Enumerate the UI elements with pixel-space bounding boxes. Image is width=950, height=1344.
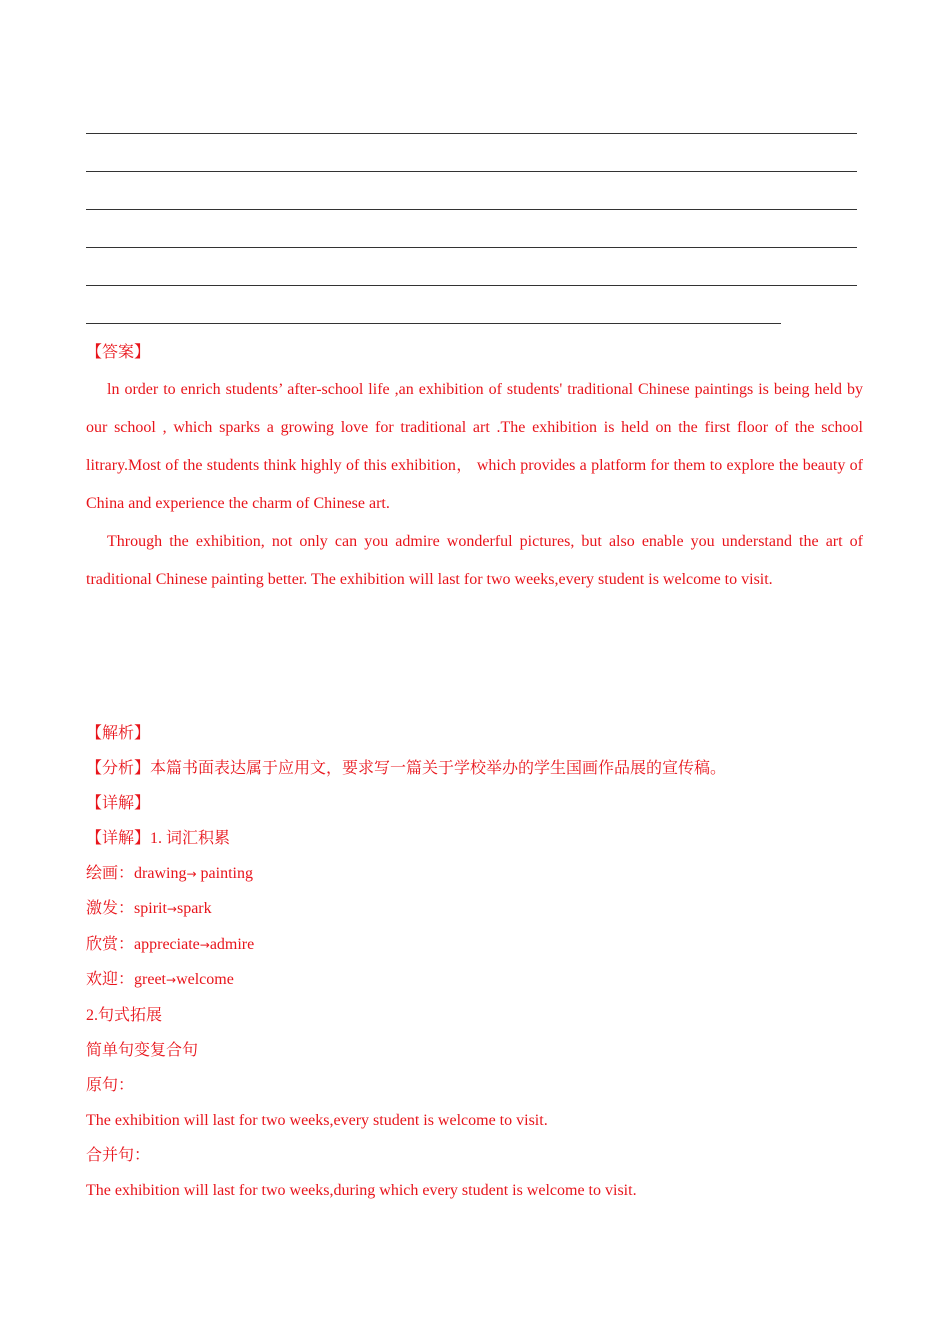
writing-line — [86, 171, 857, 172]
arrow-icon: → — [166, 902, 177, 916]
vocab-to: spark — [176, 900, 212, 917]
answer-paragraph-2: Through the exhibition, not only can you admire wonderful pictures, but also enable you understand the art of traditional Chinese painting better. The exhibition will last for two weeks,every student is welcome to visit. — [86, 533, 863, 588]
vocab-cn: 绘画： — [86, 865, 135, 882]
vocab-to: admire — [209, 936, 255, 953]
vocab-from: drawing — [134, 865, 187, 882]
answer-paragraph-1: ln order to enrich students’ after-school life ,an exhibition of students' traditional Chinese paintings is being held by our school , which sparks a growing love for traditional art .The exhibition is held on the first floor of the school litrary.Most of the students think highly of this exhibition， which provides a platform for them to explore the beauty of China and experience the charm of Chinese art. — [86, 381, 863, 512]
vocab-cn: 激发： — [86, 900, 135, 917]
writing-line — [86, 323, 781, 324]
vocab-item — [86, 935, 254, 955]
vocab-cn: 欢迎： — [86, 971, 135, 988]
vocab-item — [86, 864, 253, 884]
vocab-item — [86, 970, 234, 990]
analysis-heading: 【解析】 — [86, 725, 151, 742]
vocab-from: appreciate — [134, 936, 200, 953]
vocab-to: welcome — [176, 971, 234, 988]
answer-heading: 【答案】 — [86, 344, 151, 361]
arrow-icon: → — [166, 973, 177, 987]
sentence-title: 2.句式拓展 — [86, 1007, 163, 1024]
original-sentence: The exhibition will last for two weeks,every student is welcome to visit. — [86, 1112, 548, 1129]
combined-label: 合并句： — [86, 1147, 151, 1164]
writing-line — [86, 133, 857, 134]
writing-line — [86, 285, 857, 286]
arrow-icon: → — [186, 867, 197, 881]
sentence-subtitle: 简单句变复合句 — [86, 1042, 199, 1059]
vocab-cn: 欣赏： — [86, 936, 135, 953]
arrow-icon: → — [199, 938, 210, 952]
vocab-title: 【详解】1. 词汇积累 — [86, 830, 231, 847]
vocab-from: greet — [134, 971, 166, 988]
writing-line — [86, 209, 857, 210]
vocab-from: spirit — [134, 900, 167, 917]
vocab-to: painting — [196, 865, 253, 882]
original-label: 原句： — [86, 1077, 135, 1094]
analysis-xiangjie: 【详解】 — [86, 795, 151, 812]
analysis-fenxi: 【分析】本篇书面表达属于应用文，要求写一篇关于学校举办的学生国画作品展的宣传稿。 — [86, 760, 727, 777]
writing-line — [86, 247, 857, 248]
vocab-item — [86, 899, 212, 919]
combined-sentence: The exhibition will last for two weeks,during which every student is welcome to visit. — [86, 1182, 637, 1199]
